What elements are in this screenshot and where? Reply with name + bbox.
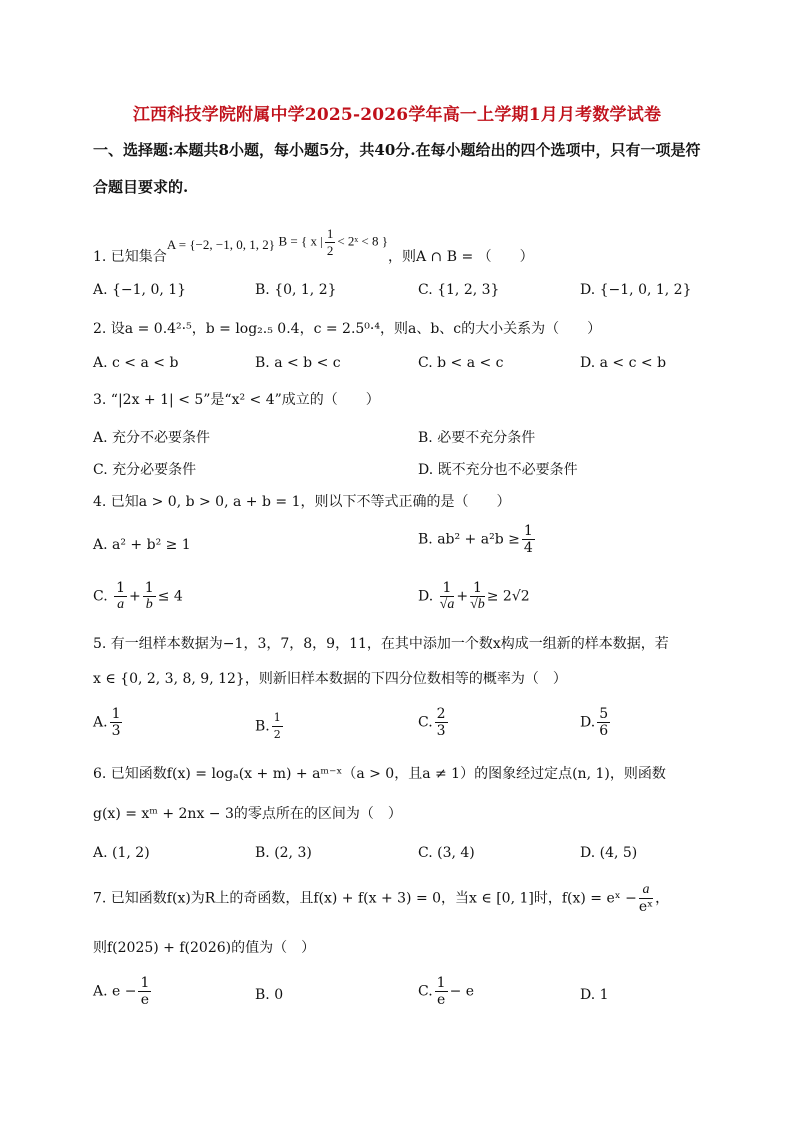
q1-option-b: B. {0, 1, 2}	[255, 282, 337, 298]
question-1-lead: 1. 已知集合	[93, 249, 167, 265]
q2-option-a: A. c < a < b	[93, 355, 179, 371]
q4-option-c: C. $\frac{1}{a}$ + $\frac{1}{b}$ ≤ 4	[93, 580, 183, 612]
question-6-line-1: 6. 已知函数f(x) = logₐ(x + m) + aᵐ⁻ˣ（a > 0，且a ≠ 1）的图象经过定点(n, 1)，则函数	[93, 766, 666, 782]
set-b: B = { x | $\frac{1}{2}$ < 2ˣ < 8 }	[278, 226, 388, 258]
q3-option-b: B. 必要不充分条件	[418, 430, 536, 446]
q5-option-b: B. $\frac{1}{2}$	[255, 711, 281, 741]
section-heading: 一、选择题:本题共8小题，每小题5分，共40分.在每小题给出的四个选项中，只有一项是符合题目要求的.	[93, 141, 701, 196]
q1-option-d: D. {−1, 0, 1, 2}	[580, 282, 692, 298]
q2-option-c: C. b < a < c	[418, 355, 504, 371]
question-1	[93, 226, 534, 265]
q6-option-d: D. (4, 5)	[580, 845, 638, 861]
exam-title: 江西科技学院附属中学2025-2026学年高一上学期1月月考数学试卷	[132, 105, 662, 125]
q5-option-a: A. $\frac{1}{3}$	[93, 706, 121, 739]
question-6-line-2: g(x) = xᵐ + 2nx − 3的零点所在的区间为（ ）	[93, 806, 402, 822]
q4-option-b: B. ab² + a²b ≥ $\frac{1}{4}$	[418, 523, 533, 556]
q2-option-b: B. a < b < c	[255, 355, 341, 371]
q2-option-d: D. a < c < b	[580, 355, 667, 371]
q7-option-d: D. 1	[580, 987, 609, 1003]
question-2: 2. 设a = 0.4²·⁵，b = log₂.₅ 0.4，c = 2.5⁰·⁴，则a、b、c的大小关系为（ ）	[93, 321, 602, 337]
q7-option-a: A. e − $\frac{1}{e}$	[93, 975, 150, 1008]
q6-option-b: B. (2, 3)	[255, 845, 312, 861]
q4-option-d: D. $\frac{1}{√a}$ + $\frac{1}{√b}$ ≥ 2√2	[418, 580, 530, 612]
question-3: 3. “|2x + 1| < 5”是“x² < 4”成立的（ ）	[93, 392, 380, 408]
q5-option-c: C. $\frac{2}{3}$	[418, 706, 446, 739]
question-7-line-2: 则f(2025) + f(2026)的值为（ ）	[93, 940, 316, 956]
q6-option-a: A. (1, 2)	[93, 845, 150, 861]
question-4: 4. 已知a > 0, b > 0, a + b = 1，则以下不等式正确的是（ ）	[93, 494, 511, 510]
question-1-tail: ，则A ∩ B = （ ）	[388, 249, 534, 265]
q1-option-a: A. {−1, 0, 1}	[93, 282, 187, 298]
q5-option-d: D. $\frac{5}{6}$	[580, 706, 609, 739]
question-5-line-2: x ∈ {0, 2, 3, 8, 9, 12}，则新旧样本数据的下四分位数相等的概率为（ ）	[93, 671, 567, 687]
q3-option-a: A. 充分不必要条件	[93, 430, 211, 446]
q3-option-c: C. 充分必要条件	[93, 462, 197, 478]
q4-option-a: A. a² + b² ≥ 1	[93, 537, 191, 553]
question-7-line-1: 7. 已知函数f(x)为R上的奇函数，且f(x) + f(x + 3) = 0，当x ∈ [0, 1]时，f(x) = eˣ − $\frac{a}{\text{eˣ}}$ ，	[93, 882, 670, 915]
q3-option-d: D. 既不充分也不必要条件	[418, 462, 578, 478]
q7-option-c: C. $\frac{1}{e}$ − e	[418, 975, 475, 1008]
q7-option-b: B. 0	[255, 987, 284, 1003]
q6-option-c: C. (3, 4)	[418, 845, 475, 861]
question-5-line-1: 5. 有一组样本数据为−1，3，7，8，9，11，在其中添加一个数x构成一组新的样本数据，若	[93, 636, 669, 652]
set-a: A = {−2, −1, 0, 1, 2}	[166, 237, 275, 252]
q1-option-c: C. {1, 2, 3}	[418, 282, 500, 298]
